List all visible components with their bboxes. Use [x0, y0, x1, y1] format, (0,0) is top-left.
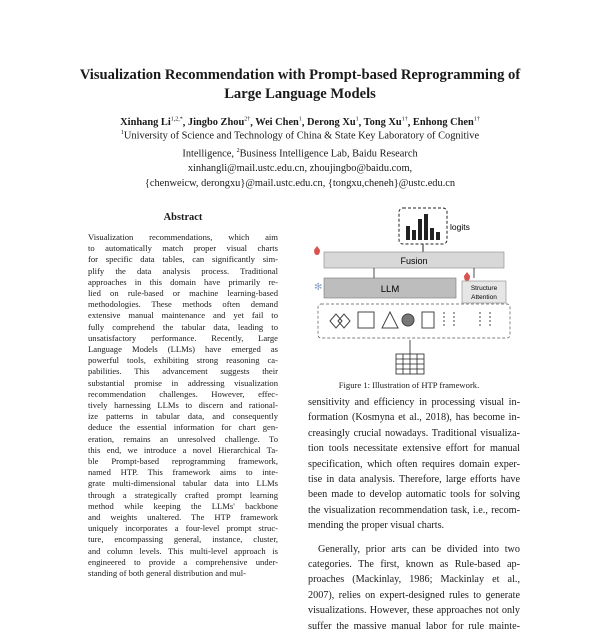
- abstract-line: Language Models (LLMs) have emerged as: [88, 344, 278, 355]
- abstract-line: and weights unaltered. The HTP framework: [88, 512, 278, 523]
- body-line: visualizations. However, these approaches not only: [308, 605, 520, 617]
- abstract-line: ble Prompt-based reprogramming framework,: [88, 456, 278, 467]
- author: Xinhang $Li^{1,2,*}$: [120, 117, 183, 129]
- prompt-icons: [330, 312, 490, 328]
- author: Enhong Chen$^{1\dagger}$: [412, 117, 480, 129]
- body-line: the visualization recommendation task, i.e., recom-: [308, 504, 520, 516]
- abstract-line: this end, we introduce a novel Hierarchical Ta-: [88, 444, 278, 455]
- abstract-line: deduce the essential information for chart gen-: [88, 422, 278, 433]
- abstract-line: method while keeping the LLMs' backbone: [88, 500, 278, 511]
- title-line: Visualization Recommendation with Prompt-based Reprogramming of: [79, 67, 521, 83]
- data-table-icon: [396, 354, 424, 374]
- body-line: sensitivity and efficiency in processing visual in-: [308, 397, 520, 408]
- body-line: tise in data analysis. Therefore, large efforts have: [308, 474, 520, 486]
- flame-icon: [314, 246, 320, 255]
- abstract-line: tively harnessing LLMs to discern and rational-: [88, 400, 278, 411]
- author: Wei Chen$^1$: [255, 117, 302, 129]
- logits-label: logits: [450, 222, 470, 232]
- abstract-line: to automatically match proper visual charts: [88, 243, 278, 254]
- abstract-line: ize patterns in tabular data, and consequently: [88, 411, 278, 422]
- body-line: 2007), relies on expert-designed rules to generate: [308, 589, 520, 601]
- affiliation-line: $^1$University of Science and Technology of China & State Key Laboratory of Cognitive: [120, 130, 480, 142]
- circle-icon: [402, 314, 414, 326]
- abstract-line: approaches in this domain have primarily re-: [88, 276, 278, 287]
- body-line: proaches (Mackinlay, 1986; Mackinlay et al.,: [308, 574, 520, 586]
- author: Tong $Xu^{1\dagger}$: [363, 117, 408, 129]
- flame-icon: [464, 272, 470, 281]
- paper-title: [40, 66, 560, 104]
- abstract-line: through a strategically crafted prompt learning: [88, 489, 278, 500]
- body-line: been made to develop automatic tools for solving: [308, 489, 520, 501]
- abstract-body: [88, 232, 278, 579]
- abstract-line: plify the data analysis process. Traditional: [88, 265, 278, 276]
- body-line: creasingly crucial nowadays. Traditional visualiza-: [308, 427, 520, 439]
- abstract-line: fully comprehend the tabular data, leading to: [88, 321, 278, 332]
- abstract-line: named HTP. This framework aims to inte-: [88, 467, 278, 478]
- abstract-line: substantial promise in addressing visualization: [88, 377, 278, 388]
- abstract-line: lied on rule-based or machine learning-based: [88, 288, 278, 299]
- abstract-line: pabilities. This advancement suggests their: [88, 366, 278, 377]
- body-text: [308, 395, 520, 634]
- body-line: formation (Kosmyna et al., 2018), has become in-: [308, 412, 520, 424]
- author: Derong Xu$^1$: [307, 117, 359, 129]
- paragraph-gap: [308, 534, 520, 542]
- fusion-label: Fusion: [400, 256, 428, 266]
- abstract-heading: Abstract: [163, 212, 203, 223]
- author-list: Xinhang $Li^{1,2,*}$, Jingbo Zhou$^{2\dagger}$, Wei Chen$^1$, Derong Xu$^1$, Tong $Xu^{1\dagger}$, Enhong Chen$^{1\dagger}$: [120, 117, 480, 129]
- abstract-line: powerful tools, exhibiting strong reasoning ca-: [88, 355, 278, 366]
- body-line: suffer the massive manual labor for rule mainte-: [308, 620, 520, 632]
- email-line: xinhangli@mail.ustc.edu.cn, zhoujingbo@baidu.com,: [187, 163, 413, 175]
- abstract-line: unsatisfactory performance. Recently, Large: [88, 332, 278, 343]
- abstract-line: for specific data tables, can significantly sim-: [88, 254, 278, 265]
- email-line: {chenweicw, derongxu}@mail.ustc.edu.cn, {tongxu,cheneh}@ustc.edu.cn: [144, 177, 456, 189]
- square-icon: [358, 312, 374, 328]
- diamond-icon: [330, 314, 342, 328]
- abstract-line: extensive manual maintenance and yet fail to: [88, 310, 278, 321]
- abstract-line: ture, encompassing general, instance, cluster,: [88, 534, 278, 545]
- affiliation-line: Intelligence, $^2$Business Intelligence Lab, Baidu Research: [182, 148, 418, 160]
- triangle-icon: [382, 312, 398, 328]
- abstract-line: engineered to provide a comprehensive under-: [88, 556, 278, 567]
- abstract-line: and column levels. This multi-level approach is: [88, 545, 278, 556]
- body-line: specification, which often requires domain exper-: [308, 458, 520, 470]
- body-line: categories. The first, known as Rule-based ap-: [308, 559, 520, 571]
- abstract-line: Visualization recommendations, which aim: [88, 232, 278, 242]
- htp-framework-figure: [304, 206, 514, 376]
- body-line: tion tools necessitate extensive effort for manual: [308, 443, 520, 455]
- body-line: Generally, prior arts can be divided into two: [318, 543, 520, 555]
- abstract-line: grate multi-dimensional tabular data into LLMs: [88, 478, 278, 489]
- abstract-line: standing of both general distribution and mul-: [88, 568, 247, 579]
- abstract-line: recommendation challenges. However, effec-: [88, 388, 278, 399]
- framework-diagram: [304, 206, 514, 376]
- snowflake-icon: ✻: [314, 282, 323, 293]
- attention-label: Attention: [471, 294, 497, 301]
- affiliations: [60, 126, 540, 191]
- diamond-icon: [338, 314, 350, 328]
- body-line: mending the proper visual charts.: [308, 520, 445, 532]
- structure-label: Structure: [470, 285, 498, 292]
- abstract-line: eration, remains an unresolved challenge. To: [88, 433, 278, 444]
- square-icon: [422, 312, 434, 328]
- llm-label: LLM: [380, 284, 400, 295]
- title-line: Large Language Models: [224, 86, 376, 102]
- abstract-line: methodologies. These methods often demand: [88, 299, 278, 310]
- abstract-line: uniquely incorporates a four-level prompt struc-: [88, 523, 278, 534]
- author: Jingbo Zhou$^{2\dagger}$: [187, 117, 251, 129]
- figure-caption: Figure 1: Illustration of HTP framework.: [338, 380, 480, 390]
